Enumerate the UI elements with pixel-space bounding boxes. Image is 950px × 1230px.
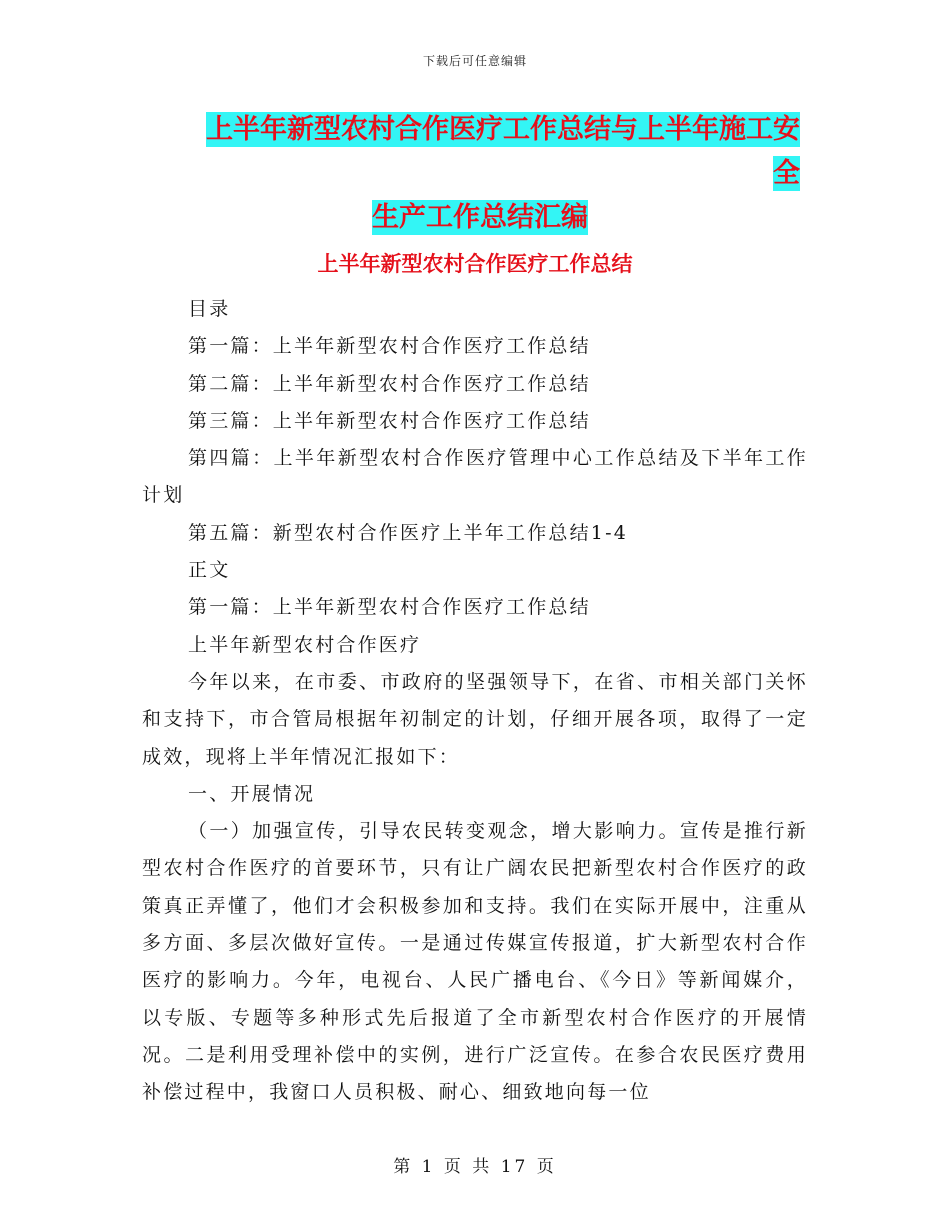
- body-heading: 正文: [188, 559, 231, 582]
- toc-item-4: 第四篇：上半年新型农村合作医疗管理中心工作总结及下半年工作计划: [142, 447, 808, 507]
- main-title-line-2: 生产工作总结汇编: [372, 202, 588, 233]
- header-note: 下载后可任意编辑: [422, 54, 527, 68]
- toc-item-1: 第一篇：上半年新型农村合作医疗工作总结: [188, 335, 591, 358]
- document-main-title: [140, 108, 820, 240]
- section-title: 上半年新型农村合作医疗工作总结: [317, 252, 633, 276]
- toc-item-3: 第三篇：上半年新型农村合作医疗工作总结: [188, 409, 591, 432]
- toc-item-2: 第二篇：上半年新型农村合作医疗工作总结: [188, 372, 591, 395]
- intro-paragraph: 今年以来，在市委、市政府的坚强领导下，在省、市相关部门关怀和支持下，市合管局根据年初制定的计划，仔细开展各项，取得了一定成效，现将上半年情况汇报如下：: [142, 670, 808, 768]
- toc-item-5: 第五篇：新型农村合作医疗上半年工作总结1-4: [188, 521, 628, 544]
- toc-heading: 目录: [188, 298, 231, 320]
- body-paragraph: （一）加强宣传，引导农民转变观念，增大影响力。宣传是推行新型农村合作医疗的首要环节，只有让广阔农民把新型农村合作医疗的政策真正弄懂了，他们才会积极参加和支持。我们在实际开展中，注重从多方面、多层次做好宣传。一是通过传媒宣传报道，扩大新型农村合作医疗的影响力。今年，电视台、人民广播电台、《今日》等新闻媒介，以专版、专题等多种形式先后报道了全市新型农村合作医疗的开展情况。二是利用受理补偿中的实例，进行广泛宣传。在参合农民医疗费用补偿过程中，我窗口人员积极、耐心、细致地向每一位: [142, 820, 808, 1104]
- section-heading-progress: 一、开展情况: [188, 782, 316, 805]
- document-body: [142, 291, 808, 1112]
- chapter-subheading: 上半年新型农村合作医疗: [188, 633, 422, 656]
- main-title-line-1: 上半年新型农村合作医疗工作总结与上半年施工安全: [206, 114, 800, 189]
- chapter-heading: 第一篇：上半年新型农村合作医疗工作总结: [188, 596, 591, 619]
- page-number-footer: 第 1 页 共 17 页: [393, 1157, 557, 1177]
